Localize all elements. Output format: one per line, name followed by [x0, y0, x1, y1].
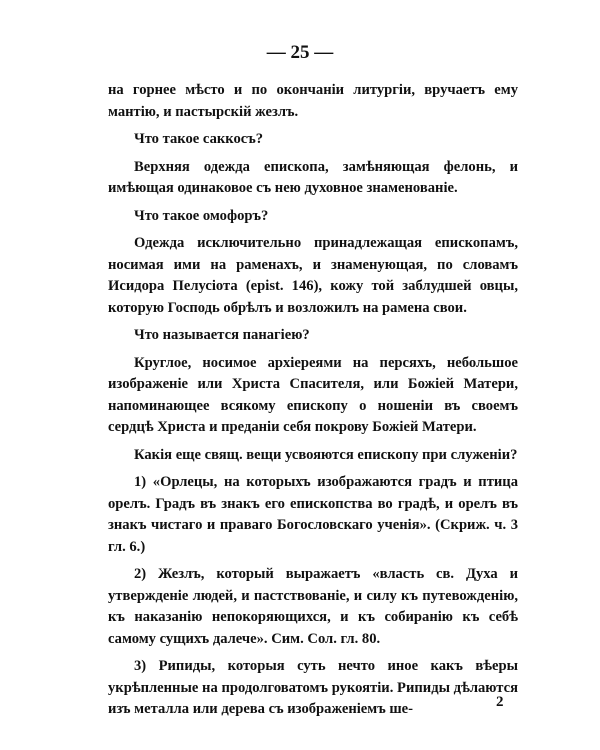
- answer-sakkos: Верхняя одежда епископа, замѣняющая фелонь, и имѣющая одинаковое съ нею духовное знаменованіе.: [108, 158, 518, 196]
- question-omophor: Что такое омофоръ?: [134, 207, 269, 224]
- page-number-header: — 25 —: [266, 42, 334, 63]
- answer-omophor: Одежда исключительно принадлежащая епископамъ, носимая ими на раменахъ, и знаменующая, по словамъ Исидора Пелусіота (epist. 146), кожу той заблудшей овцы, которую Господь обрѣлъ и возложилъ на рамена свои.: [108, 235, 518, 316]
- item-ripidy: 3) Рипиды, которыя суть нечто иное какъ вѣеры укрѣпленные на продолговатомъ рукоятіи. Рипиды дѣлаются изъ металла или дерева съ изображеніемъ ше-: [108, 658, 518, 717]
- answer-panagia: Круглое, носимое архіереями на персяхъ, небольшое изображеніе или Христа Спасителя, или Божіей Матери, напоминающее всякому епископу о ношеніи въ своемъ сердцѣ Христа и преданіи себя покрову Божіей Матери.: [108, 354, 518, 435]
- text-body: [108, 80, 518, 727]
- question-sacred-items: Какія еще свящ. вещи усвояются епископу при служеніи?: [134, 446, 518, 463]
- item-orlets: 1) «Орлецы, на которыхъ изображаются градъ и птица орелъ. Градъ въ знакъ его епископства во градѣ, и орелъ въ знакъ чистаго и праваго Богословскаго ученія». (Скриж. ч. 3 гл. 6.): [108, 474, 518, 555]
- signature-mark: 2: [496, 694, 504, 710]
- question-panagia: Что называется панагіею?: [134, 327, 310, 343]
- item-zhezl: 2) Жезлъ, который выражаетъ «власть св. Духа и утвержденіе людей, и пастствованіе, и силу къ путевожденію, къ наказанію непокоряющихся, и къ собиранію къ себѣ самому сущихъ далече». Сим. Сол. гл. 80.: [108, 566, 518, 647]
- question-sakkos: Что такое саккосъ?: [134, 131, 264, 147]
- paragraph-continuation: на горнее мѣсто и по окончаніи литургіи, вручаетъ ему мантію, и пастырскій жезлъ.: [108, 82, 518, 120]
